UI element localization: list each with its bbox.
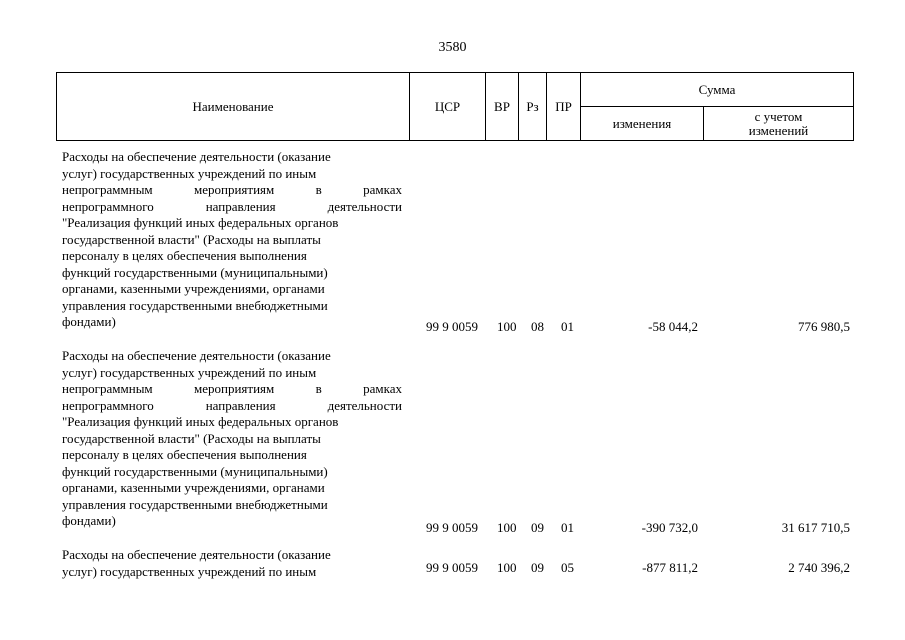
row-rz: 09 [531,520,544,535]
page-number: 3580 [438,40,467,55]
row-name-line: функций государственными (муниципальными) [62,264,328,280]
row-name-line: непрограммным мероприятиям в рамках [62,381,402,396]
row-name-line: управления государственными внебюджетными [62,496,328,512]
row-change: -877 811,2 [642,560,698,575]
row-name-line: управления государственными внебюджетными [62,297,328,313]
row-pr: 05 [561,560,574,575]
row-name-line: услуг) государственных учреждений по иным [62,364,317,380]
row-name-line: услуг) государственных учреждений по иным [62,563,317,579]
row-name-line: непрограммного направления деятельности [62,397,402,413]
row-name [62,547,402,580]
row-vr: 100 [497,520,517,535]
header-rz: Рз [519,73,547,141]
row-rz: 09 [531,560,544,575]
row-csr: 99 9 0059 [426,560,478,575]
row-name-line: услуг) государственных учреждений по иным [62,165,317,181]
header-total [704,107,854,141]
row-name-line: государственной власти" (Расходы на выплаты [62,231,321,247]
header-pr: ПР [547,73,581,141]
row-total: 31 617 710,5 [781,520,850,535]
row-name-line: государственной власти" (Расходы на выплаты [62,430,321,446]
row-name-line: "Реализация функций иных федеральных органов [62,414,339,429]
row-name-line: органами, казенными учреждениями, органами [62,480,325,495]
row-name-line: "Реализация функций иных федеральных органов [62,215,339,230]
row-csr: 99 9 0059 [426,319,478,334]
header-change: изменения [581,107,704,141]
row-rz: 08 [531,319,544,334]
row-pr: 01 [561,319,574,334]
row-total: 776 980,5 [798,319,850,334]
row-pr: 01 [561,520,574,535]
row-vr: 100 [497,560,517,575]
row-name-line: функций государственными (муниципальными) [62,463,328,479]
header-total-line2: изменений [748,122,809,138]
header-csr: ЦСР [410,73,486,141]
row-name-line: Расходы на обеспечение деятельности (оказание [62,149,331,164]
table-header [56,72,854,141]
row-name [62,348,402,530]
row-name-line: фондами) [62,513,116,528]
row-name-line: органами, казенными учреждениями, органами [62,281,325,296]
row-name-line: непрограммным мероприятиям в рамках [62,182,402,197]
row-name-line: Расходы на обеспечение деятельности (оказание [62,348,331,363]
row-total: 2 740 396,2 [788,560,850,575]
header-sum: Сумма [581,73,854,107]
header-total-line1: с учетом [754,108,803,124]
row-name-line: персоналу в целях обеспечения выполнения [62,447,307,462]
header-name: Наименование [57,73,410,141]
row-csr: 99 9 0059 [426,520,478,535]
row-name-line: персоналу в целях обеспечения выполнения [62,248,307,263]
header-vr: ВР [486,73,519,141]
row-name-line: Расходы на обеспечение деятельности (оказание [62,547,331,562]
row-vr: 100 [497,319,517,334]
row-change: -58 044,2 [648,319,698,334]
row-name [62,149,402,331]
row-change: -390 732,0 [641,520,698,535]
row-name-line: непрограммного направления деятельности [62,198,402,214]
row-name-line: фондами) [62,314,116,329]
